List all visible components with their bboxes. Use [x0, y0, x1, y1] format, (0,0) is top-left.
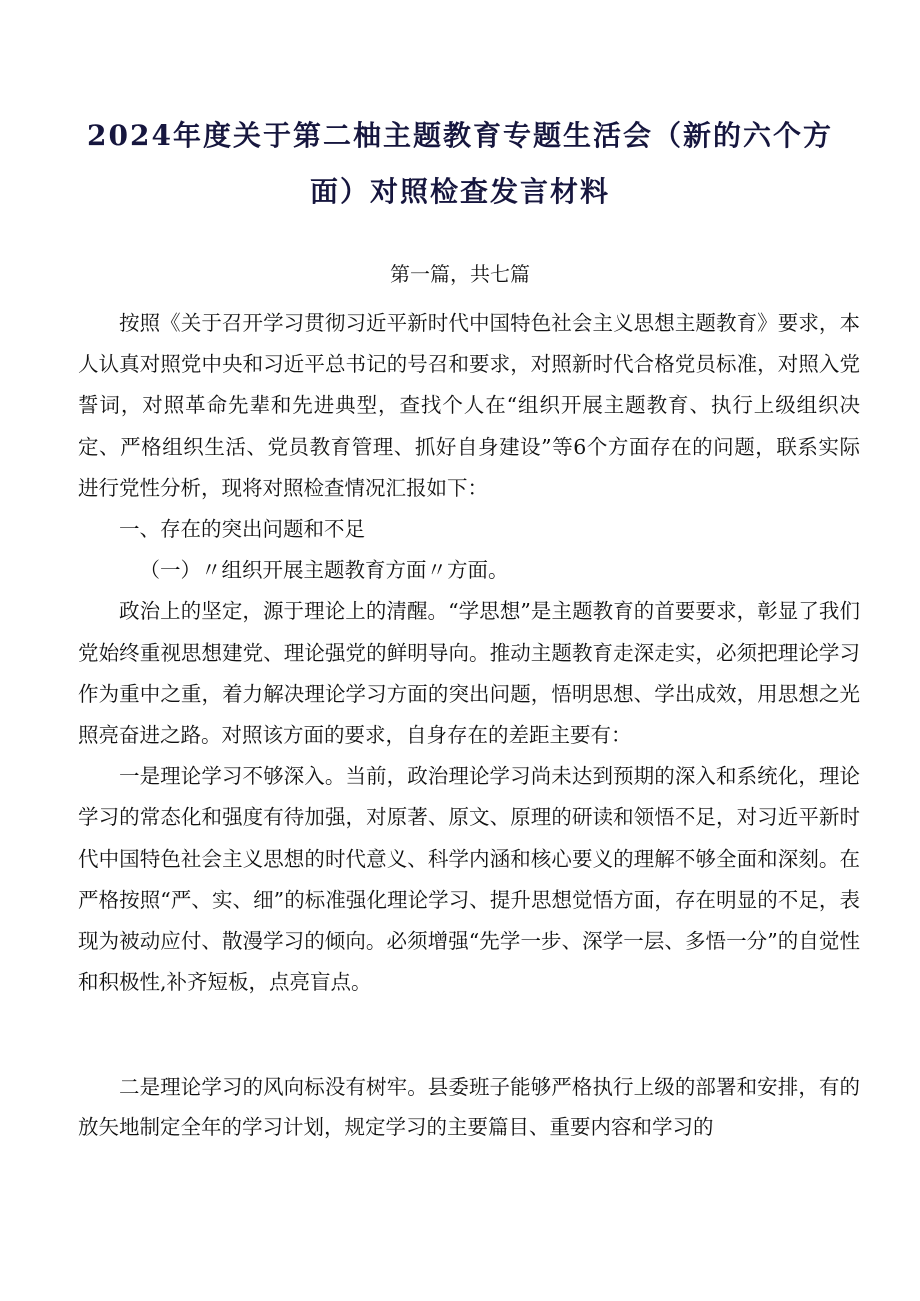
- paragraph: 一是理论学习不够深入。当前，政治理论学习尚未达到预期的深入和系统化，理论学习的常态化和强度有待加强，对原著、原文、原理的研读和领悟不足，对习近平新时代中国特色社会主义思想的时代意义、科学内涵和核心要义的理解不够全面和深刻。在严格按照“严、实、细”的标准强化理论学习、提升思想觉悟方面，存在明显的不足，表现为被动应付、散漫学习的倾向。必须增强“先学一步、深学一层、多悟一分”的自觉性和积极性,补齐短板，点亮盲点。: [78, 764, 860, 995]
- paragraph: 二是理论学习的风向标没有树牢。县委班子能够严格执行上级的部署和安排，有的放矢地制定全年的学习计划，规定学习的主要篇目、重要内容和学习的: [78, 1075, 860, 1139]
- paragraph: 政治上的坚定，源于理论上的清醒。“学思想”是主题教育的首要要求，彰显了我们党始终重视思想建党、理论强党的鲜明导向。推动主题教育走深走实，必须把理论学习作为重中之重，着力解决理论学习方面的突出问题，悟明思想、学出成效，用思想之光照亮奋进之路。对照该方面的要求，自身存在的差距主要有：: [78, 599, 860, 748]
- section-heading: 一、存在的突出问题和不足: [119, 517, 365, 542]
- subsection-heading: （一）〃组织开展主题教育方面〃方面。: [139, 558, 509, 583]
- document-subtitle: 第一篇，共七篇: [390, 262, 530, 286]
- document-body-continued: [78, 1067, 860, 1147]
- document-title: 2024年度关于第二柚主题教育专题生活会（新的六个方面）对照检查发言材料: [87, 119, 833, 208]
- paragraph-intro: 按照《关于召开学习贯彻习近平新时代中国特色社会主义思想主题教育》要求，本人认真对照党中央和习近平总书记的号召和要求，对照新时代合格党员标准，对照入党誓词，对照革命先辈和先进典型，查找个人在“组织开展主题教育、执行上级组织决定、严格组织生活、党员教育管理、抓好自身建设”等6个方面存在的问题，联系实际进行党性分析，现将对照检查情况汇报如下：: [78, 311, 860, 500]
- document-body: [78, 303, 860, 1003]
